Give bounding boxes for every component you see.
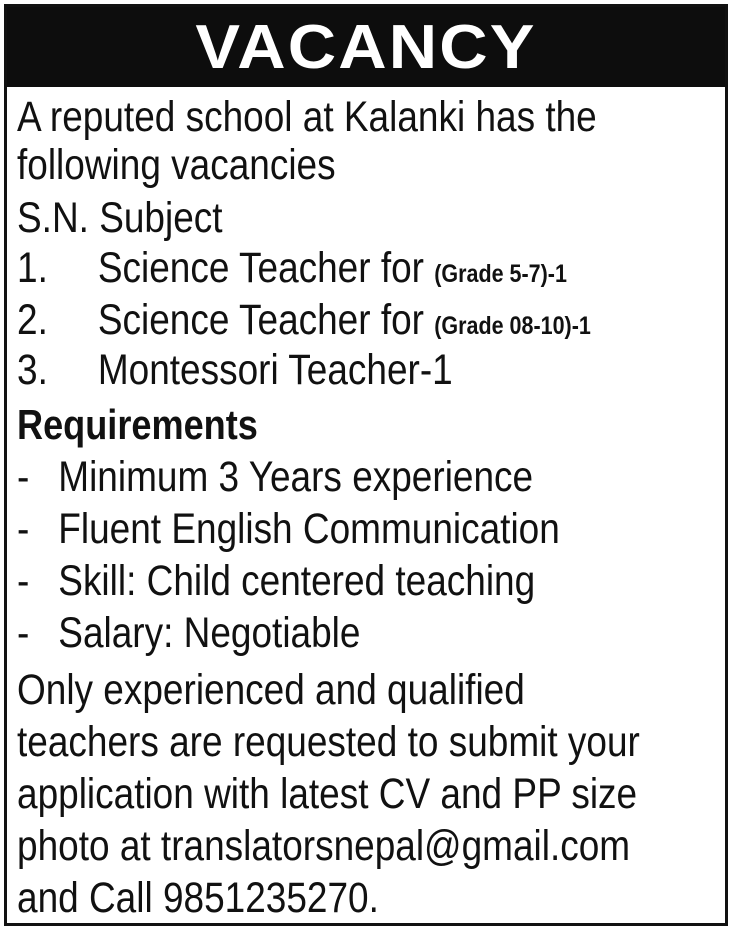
bullet-dash: - <box>17 505 30 553</box>
table-header: S.N. Subject <box>17 194 223 242</box>
closing-line-1: Only experienced and qualified <box>17 666 525 714</box>
requirement-text: Skill: Child centered teaching <box>58 557 536 605</box>
vacancy-number: 3. <box>17 346 48 394</box>
intro-line-2: following vacancies <box>17 141 336 189</box>
requirement-text: Fluent English Communication <box>58 505 560 553</box>
vacancy-item-2 <box>17 294 591 346</box>
closing-line-3: application with latest CV and PP size <box>17 770 638 818</box>
vacancy-title: Science Teacher for <box>97 244 435 292</box>
requirement-item <box>17 607 360 659</box>
closing-line-4: photo at translatorsnepal@gmail.com <box>17 822 631 870</box>
bullet-dash: - <box>17 557 30 605</box>
bullet-dash: - <box>17 609 30 657</box>
vacancy-item-1 <box>17 242 567 294</box>
vacancy-advertisement <box>4 4 728 926</box>
vacancy-title: Montessori Teacher-1 <box>97 346 453 394</box>
title-banner <box>7 7 725 87</box>
vacancy-item-3 <box>17 344 453 396</box>
requirement-text: Salary: Negotiable <box>58 609 361 657</box>
intro-line-1: A reputed school at Kalanki has the <box>17 93 597 141</box>
requirement-item <box>17 451 533 503</box>
vacancy-grade: (Grade 08-10)-1 <box>434 312 591 340</box>
vacancy-number: 2. <box>17 296 48 344</box>
bullet-dash: - <box>17 453 30 501</box>
requirement-text: Minimum 3 Years experience <box>58 453 534 501</box>
closing-line-5: and Call 9851235270. <box>17 874 379 922</box>
requirements-heading: Requirements <box>17 401 258 448</box>
ad-title: VACANCY <box>195 12 537 82</box>
vacancy-grade: (Grade 5-7)-1 <box>434 260 567 288</box>
requirement-item <box>17 503 560 555</box>
vacancy-title: Science Teacher for <box>97 296 435 344</box>
requirement-item <box>17 555 535 607</box>
vacancy-number: 1. <box>17 244 48 292</box>
closing-line-2: teachers are requested to submit your <box>17 718 640 766</box>
